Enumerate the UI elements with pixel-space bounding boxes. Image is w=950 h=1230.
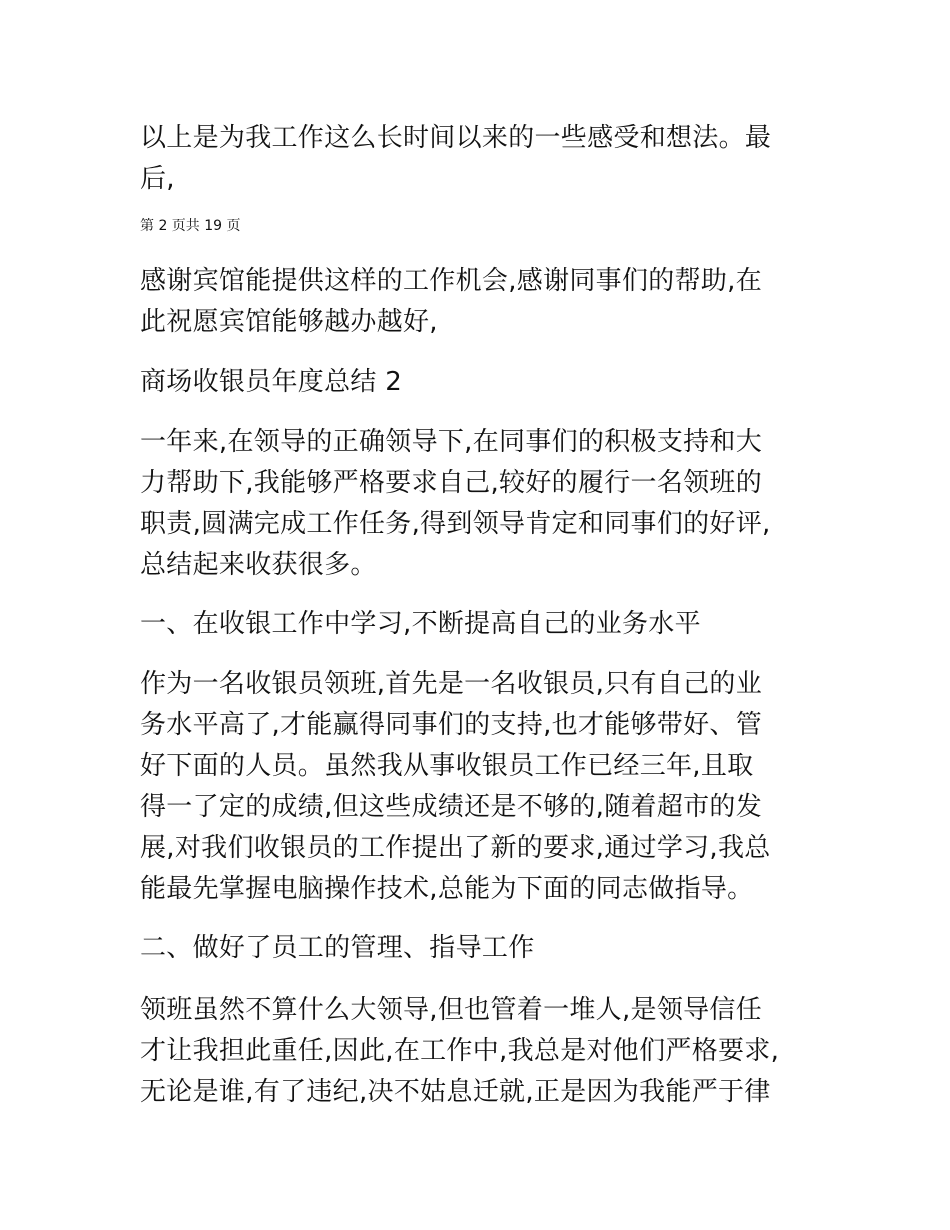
text-line: 后,	[140, 164, 175, 194]
heading-line: 一、在收银工作中学习,不断提高自己的业务水平	[140, 609, 701, 639]
heading-line: 二、做好了员工的管理、指导工作	[140, 933, 535, 963]
text-line: 能最先掌握电脑操作技术,总能为下面的同志做指导。	[140, 874, 754, 904]
text-line: 以上是为我工作这么长时间以来的一些感受和想法。最	[140, 123, 772, 153]
text-line: 才让我担此重任,因此,在工作中,我总是对他们严格要求,	[140, 1036, 780, 1066]
heading-line: 商场收银员年度总结 2	[140, 367, 403, 397]
text-line: 领班虽然不算什么大领导,但也管着一堆人,是领导信任	[140, 995, 763, 1025]
text-line: 此祝愿宾馆能够越办越好,	[140, 307, 438, 337]
text-line: 感谢宾馆能提供这样的工作机会,感谢同事们的帮助,在	[140, 266, 763, 296]
text-line: 职责,圆满完成工作任务,得到领导肯定和同事们的好评,	[140, 509, 771, 539]
text-line: 务水平高了,才能赢得同事们的支持,也才能够带好、管	[140, 710, 763, 740]
page-number-footer: 第 2 页共 19 页	[140, 218, 241, 234]
text-line: 总结起来收获很多。	[140, 550, 377, 580]
section-heading-two	[140, 928, 830, 969]
paragraph-thanks	[140, 261, 830, 343]
text-line: 力帮助下,我能够严格要求自己,较好的履行一名领班的	[140, 468, 763, 498]
text-line: 无论是谁,有了违纪,决不姑息迁就,正是因为我能严于律	[140, 1077, 771, 1107]
section-heading-one	[140, 604, 830, 645]
text-line: 一年来,在领导的正确领导下,在同事们的积极支持和大	[140, 427, 763, 457]
text-line: 得一了定的成绩,但这些成绩还是不够的,随着超市的发	[140, 792, 763, 822]
paragraph-cashier-learning	[140, 664, 830, 910]
text-line: 展,对我们收银员的工作提出了新的要求,通过学习,我总	[140, 833, 771, 863]
section-heading-title	[140, 362, 830, 403]
text-line: 作为一名收银员领班,首先是一名收银员,只有自己的业	[140, 669, 763, 699]
paragraph-closing-thoughts	[140, 118, 830, 200]
paragraph-staff-management	[140, 990, 830, 1113]
text-line: 好下面的人员。虽然我从事收银员工作已经三年,且取	[140, 751, 754, 781]
paragraph-year-summary	[140, 422, 830, 586]
